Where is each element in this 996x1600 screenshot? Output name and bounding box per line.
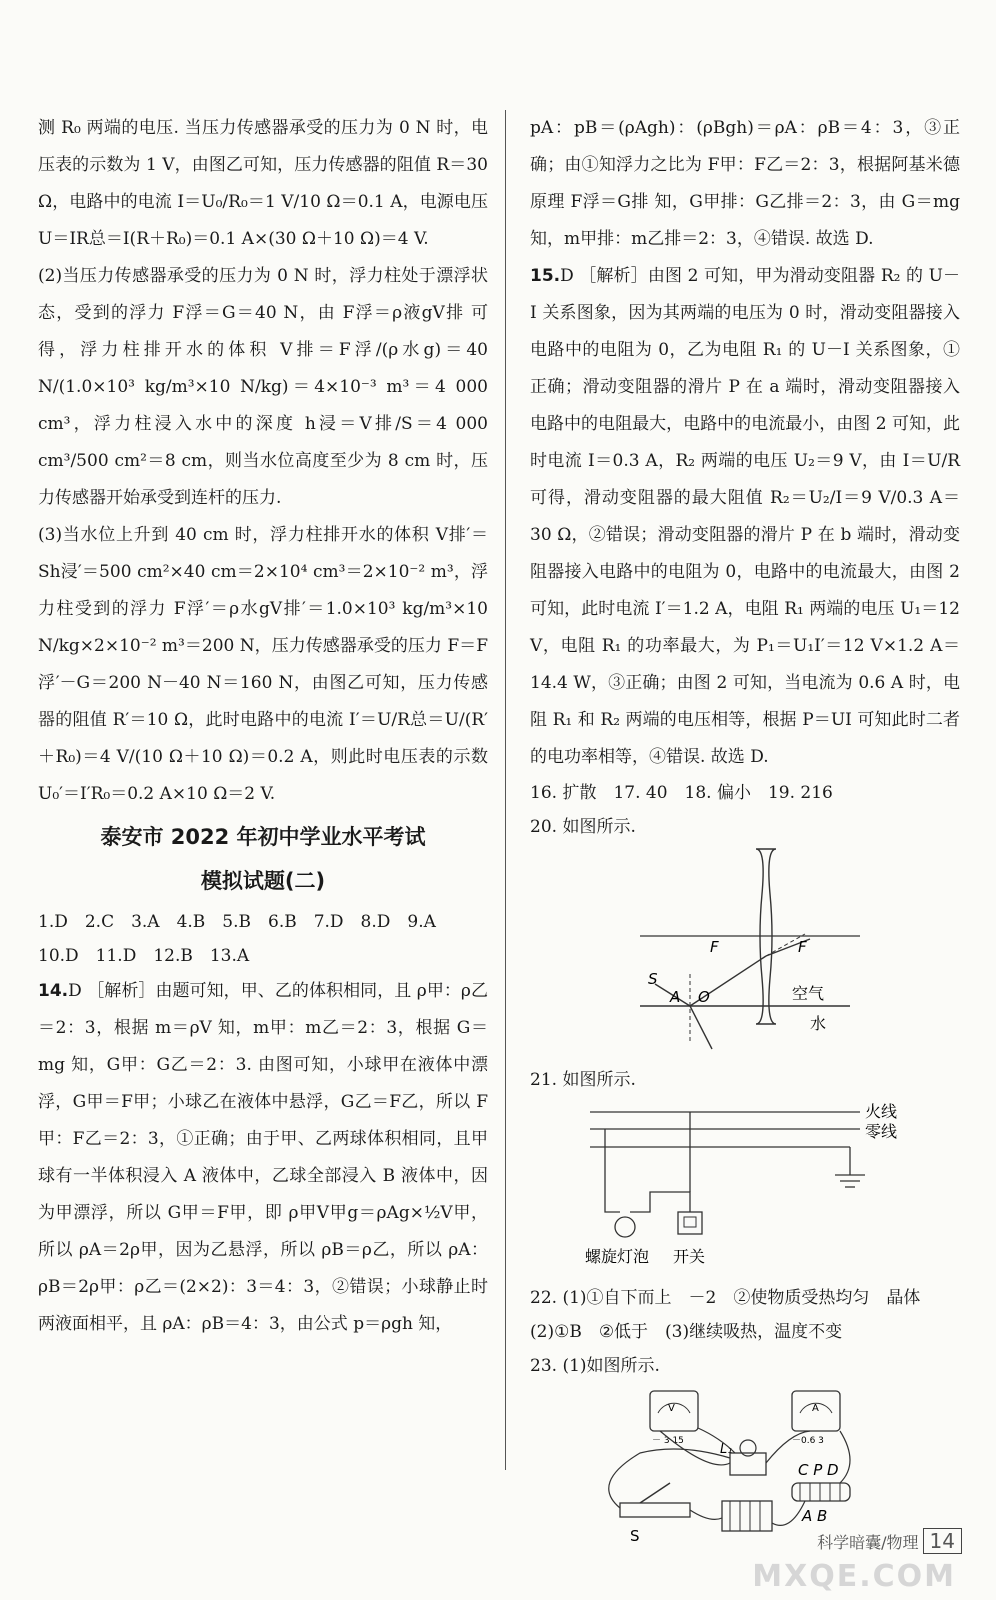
fig20-label-o: O <box>698 988 710 1006</box>
answers-16-19: 16. 扩散 17. 40 18. 偏小 19. 216 <box>530 783 833 803</box>
column-divider <box>505 110 506 1470</box>
fig23-label-s: S <box>630 1527 640 1545</box>
q20-label: 20. 如图所示. <box>530 817 636 837</box>
fig23-voltmeter-label: V <box>668 1403 675 1414</box>
fig20-label-s: S <box>648 970 658 988</box>
fig21-label-bulb: 螺旋灯泡 <box>585 1247 650 1266</box>
q22-line1: 22. (1)①自下而上 －2 ②使物质受热均匀 晶体 <box>530 1288 921 1308</box>
q14-solution-continued: pA：pB＝(ρAgh)：(ρBgh)＝ρA：ρB＝4：3，③正确；由①知浮力之比为 F甲：F乙＝2：3，根据阿基米德原理 F浮＝G排 知，G甲排：G乙排＝2：3，由 G＝mg 知，m甲排：m乙排＝2：3，④错误. 故选 D. <box>530 118 960 249</box>
exam-subtitle: 模拟试题(二) <box>200 869 326 893</box>
left-column <box>38 110 488 1343</box>
fig21-label-neutral: 零线 <box>865 1122 898 1141</box>
page-footer <box>817 1528 962 1554</box>
answers-row-1: 1.D 2.C 3.A 4.B 5.B 6.B 7.D 8.D 9.A <box>38 912 436 932</box>
figure-21-circuit <box>530 1097 960 1277</box>
q21-label: 21. 如图所示. <box>530 1070 636 1090</box>
fig23-ammeter-scale: －0.6 3 <box>792 1436 824 1446</box>
page-number: 14 <box>923 1528 962 1554</box>
q13-solution-part1: 测 R₀ 两端的电压. 当压力传感器承受的压力为 0 N 时，电压表的示数为 1 V，由图乙可知，压力传感器的阻值 R＝30 Ω，电路中的电流 I＝U₀/R₀＝1 V/10 Ω＝0.1 A，电源电压 U＝IR总＝I(R＋R₀)＝0.1 A×(30 Ω＋10 Ω)＝4 V. <box>38 118 488 249</box>
q13-solution-part3: (3)当水位上升到 40 cm 时，浮力柱排开水的体积 V排′＝Sh浸′＝500 cm²×40 cm＝2×10⁴ cm³＝2×10⁻² m³，浮力柱受到的浮力 F浮′＝ρ水gV排′＝1.0×10³ kg/m³×10 N/kg×2×10⁻² m³＝200 N，压力传感器承受的压力 F＝F浮′－G＝200 N－40 N＝160 N，由图乙可知，压力传感器的阻值 R′＝10 Ω，此时电路中的电流 I′＝U/R总＝U/(R′＋R₀)＝4 V/(10 Ω＋10 Ω)＝0.2 A，则此时电压表的示数 U₀′＝I′R₀＝0.2 A×10 Ω＝2 V. <box>38 525 488 804</box>
q14-text: D ［解析］由题可知，甲、乙的体积相同，且 ρ甲：ρ乙＝2：3，根据 m＝ρV 知，m甲：m乙＝2：3，根据 G＝mg 知，G甲：G乙＝2：3. 由图可知，小球甲在液体中漂浮，G甲＝F甲；小球乙在液体中悬浮，G乙＝F乙，所以 F甲：F乙＝2：3，①正确；由于甲、乙两球体积相同，且甲球有一半体积浸入 A 液体中，乙球全部浸入 B 液体中，因为甲漂浮，所以 G甲＝F甲，即 ρ甲V甲g＝ρAg×½V甲，所以 ρA＝2ρ甲，因为乙悬浮，所以 ρB＝ρ乙，所以 ρA：ρB＝2ρ甲：ρ乙＝(2×2)：3＝4：3，②错误；小球静止时两液面相平，且 ρA：ρB＝4：3，由公式 p＝ρgh 知， <box>38 981 488 1334</box>
q15-number: 15. <box>530 266 561 286</box>
fig21-label-live: 火线 <box>865 1102 898 1121</box>
q14-number: 14. <box>38 981 69 1001</box>
q13-solution-part2: (2)当压力传感器承受的压力为 0 N 时，浮力柱处于漂浮状态，受到的浮力 F浮＝G＝40 N，由 F浮＝ρ液gV排 可得，浮力柱排开水的体积 V排＝F浮/(ρ水g)＝40 N/(1.0×10³ kg/m³×10 N/kg)＝4×10⁻³ m³＝4 000 cm³，浮力柱浸入水中的深度 h浸＝V排/S＝4 000 cm³/500 cm²＝8 cm，则当水位高度至少为 8 cm 时，压力传感器开始承受到连杆的压力. <box>38 266 488 508</box>
q15-solution <box>530 258 960 776</box>
q15-text: D ［解析］由图 2 可知，甲为滑动变阻器 R₂ 的 U－I 关系图象，因为其两端的电压为 0 时，滑动变阻器接入电路中的电阻为 0，乙为电阻 R₁ 的 U－I 关系图象，①正确；滑动变阻器的滑片 P 在 a 端时，滑动变阻器接入电路中的电阻最大，电路中的电流最小，由图 2 可知，此时电流 I＝0.3 A，R₂ 两端的电压 U₂＝9 V，由 I＝U/R 可得，滑动变阻器的最大阻值 R₂＝U₂/I＝9 V/0.3 A＝30 Ω，②错误；滑动变阻器的滑片 P 在 b 端时，滑动变阻器接入电路中的电阻为 0，电路中的电流最大，由图 2 可知，此时电流 I′＝1.2 A，电阻 R₁ 两端的电压 U₁＝12 V，电阻 R₁ 的功率最大，为 P₁＝U₁I′＝12 V×1.2 A＝14.4 W，③正确；由图 2 可知，当电流为 0.6 A 时，电阻 R₁ 和 R₂ 两端的电压相等，根据 P＝UI 可知此时二者的电功率相等，④错误. 故选 D. <box>530 266 960 767</box>
q14-solution <box>38 973 488 1343</box>
exam-title: 泰安市 2022 年初中学业水平考试 <box>100 825 426 849</box>
fig23-label-ab: A B <box>802 1507 828 1525</box>
fig20-label-air: 空气 <box>792 984 825 1003</box>
fig23-label-l1: L₁ <box>720 1442 733 1457</box>
watermark: MXQE.COM <box>752 1559 956 1594</box>
right-column <box>530 110 960 1557</box>
fig23-ammeter-label: A <box>812 1403 819 1414</box>
figure-20-optics <box>530 844 960 1059</box>
q23-label: 23. (1)如图所示. <box>530 1356 660 1376</box>
fig23-label-cpd: C P D <box>798 1461 839 1479</box>
fig20-label-f1: F <box>710 938 719 956</box>
fig20-label-water: 水 <box>810 1014 827 1033</box>
fig21-label-switch: 开关 <box>673 1247 706 1266</box>
answers-row-2: 10.D 11.D 12.B 13.A <box>38 946 250 966</box>
fig20-label-f2: F <box>798 938 807 956</box>
fig20-label-a: A <box>670 988 681 1006</box>
footer-text: 科学暗囊/物理 <box>817 1533 919 1552</box>
fig23-voltmeter-scale: － 3 15 <box>652 1436 684 1446</box>
q22-line2: (2)①B ②低于 (3)继续吸热，温度不变 <box>530 1322 843 1342</box>
